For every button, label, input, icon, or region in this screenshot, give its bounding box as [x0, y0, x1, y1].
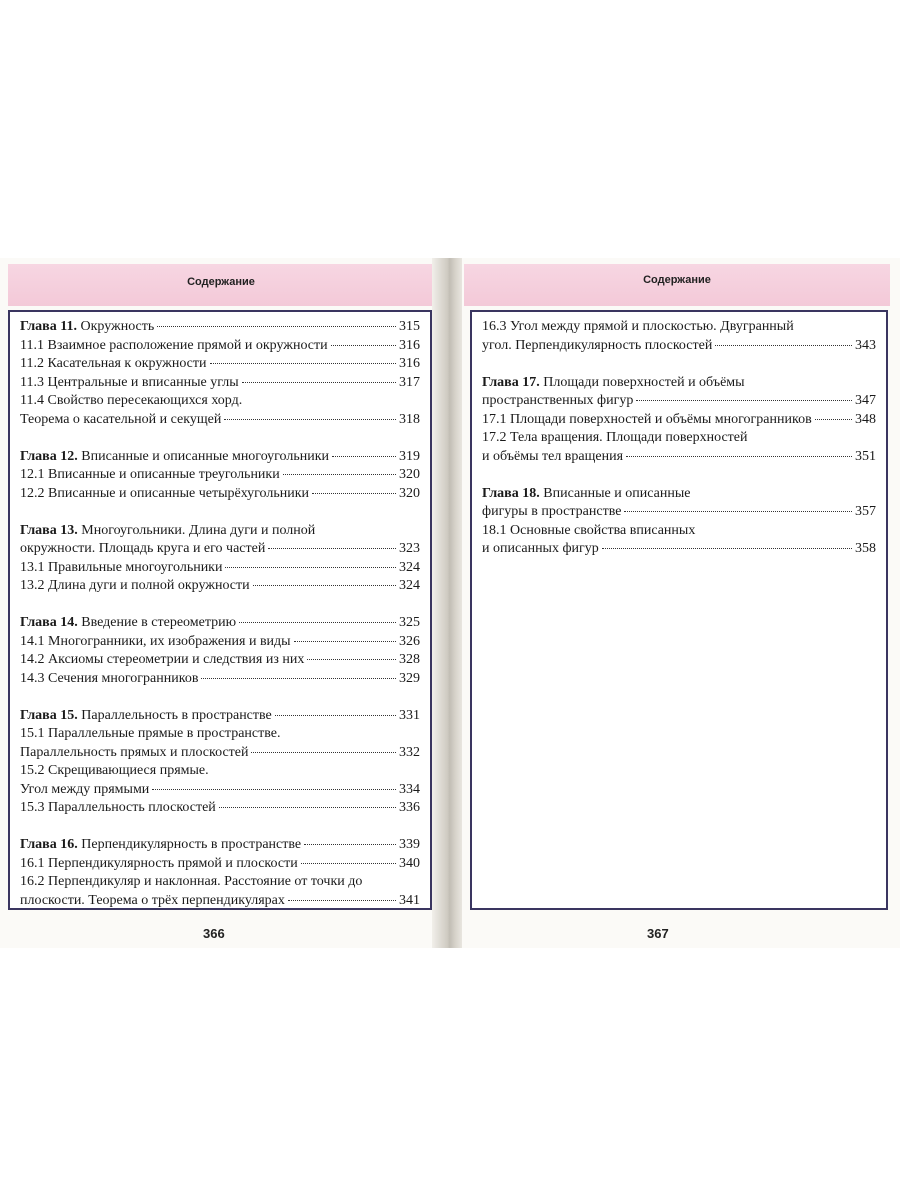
toc-item-line: 17.1 Площади поверхностей и объёмы многогранников: [482, 411, 812, 427]
toc-item-page: 340: [399, 855, 420, 871]
toc-item-text: [20, 781, 149, 800]
toc-item-text: [20, 744, 248, 763]
toc-item: [20, 355, 420, 374]
section-gap: [482, 355, 876, 374]
toc-item-page: 351: [855, 448, 876, 464]
toc-item-text: [20, 855, 298, 874]
toc-item: [20, 744, 420, 763]
toc-item-line: 17.2 Тела вращения. Площади поверхностей: [482, 430, 748, 445]
chapter-heading-leader: [332, 456, 396, 457]
toc-item-line: 12.1 Вписанные и описанные треугольники: [20, 467, 280, 482]
toc-item-line: и объёмы тел вращения: [482, 448, 624, 464]
toc-item: [482, 448, 876, 467]
toc-item-leader: [815, 419, 852, 420]
chapter-heading-leader: [636, 400, 852, 401]
chapter-heading-page: 347: [855, 393, 876, 408]
toc-item-page: 332: [399, 744, 420, 760]
toc-item-text: [20, 374, 239, 393]
chapter-heading-text: [20, 318, 154, 337]
toc-item: [20, 892, 420, 911]
chapter-heading-page: 319: [399, 448, 420, 464]
toc-item-text: [20, 577, 250, 596]
toc-item-text: [20, 892, 285, 911]
chapter-number: Глава 15.: [20, 707, 78, 723]
toc-item-line: 18.1 Основные свойства вписанных: [482, 522, 696, 538]
toc-item-text: [482, 540, 599, 559]
chapter-heading: [482, 485, 876, 504]
toc-item-text: [20, 633, 291, 652]
toc-item-leader: [602, 548, 852, 549]
chapter-number: Глава 14.: [20, 615, 78, 630]
section-gap: [20, 818, 420, 837]
toc-item-leader: [225, 567, 396, 568]
toc-item-page: 324: [399, 559, 420, 575]
toc-item-page: 316: [399, 356, 420, 371]
right-page-number: 367: [647, 926, 669, 941]
toc-item-page: 329: [399, 670, 420, 686]
chapter-number: Глава 16.: [20, 837, 78, 852]
toc-item-page: 316: [399, 337, 420, 353]
chapter-title: Введение в стереометрию: [77, 615, 237, 630]
chapter-heading-text: [20, 707, 272, 726]
toc-item-line: 14.3 Сечения многогранников: [20, 670, 199, 686]
toc-item-page: 324: [399, 578, 420, 593]
chapter-heading-text: [482, 392, 633, 411]
toc-item-leader: [253, 585, 396, 586]
toc-item-leader: [251, 752, 396, 753]
toc-item-page: 334: [399, 781, 420, 797]
chapter-number: Глава 13.: [20, 522, 78, 538]
toc-item: [20, 651, 420, 670]
toc-item-leader: [331, 345, 396, 346]
toc-item: [482, 540, 876, 559]
section-gap: [20, 429, 420, 448]
toc-item-line: 14.1 Многогранники, их изображения и виды: [20, 633, 291, 649]
chapter-heading-leader: [275, 715, 396, 716]
toc-item-leader: [715, 345, 852, 346]
toc-item-leader: [312, 493, 396, 494]
toc-item-leader: [294, 641, 396, 642]
toc-item-leader: [626, 456, 852, 457]
toc-item-line: 15.3 Параллельность плоскостей: [20, 800, 216, 815]
chapter-heading-text: [20, 448, 329, 467]
toc-item-page: 358: [855, 541, 876, 556]
chapter-heading-page: 339: [399, 837, 420, 852]
chapter-title: Параллельность в пространстве: [77, 707, 272, 723]
chapter-heading-page: 323: [399, 541, 420, 556]
toc-item-text: [20, 799, 216, 818]
right-toc-list: [482, 318, 876, 559]
left-header-band: [8, 264, 434, 306]
toc-item: [482, 411, 876, 430]
chapter-title: Перпендикулярность в пространстве: [77, 837, 302, 852]
chapter-title-cont: окружности. Площадь круга и его частей: [20, 541, 266, 556]
toc-item-line: 11.2 Касательная к окружности: [20, 356, 207, 371]
toc-item-text: [20, 559, 222, 578]
toc-item: [20, 559, 420, 578]
toc-item-line: угол. Перпендикулярность плоскостей: [482, 337, 713, 353]
toc-item-line: 15.2 Скрещивающиеся прямые.: [20, 763, 209, 778]
left-toc-box: [8, 310, 432, 910]
toc-item-leader: [301, 863, 396, 864]
chapter-heading: [482, 374, 876, 393]
chapter-heading-page: 325: [399, 615, 420, 630]
toc-item-text: [20, 670, 198, 689]
toc-item-line: 11.3 Центральные и вписанные углы: [20, 374, 239, 390]
toc-item-line: и описанных фигур: [482, 541, 599, 556]
toc-item-text: [20, 337, 328, 356]
toc-item: [20, 799, 420, 818]
toc-item-line: 11.4 Свойство пересекающихся хорд.: [20, 393, 243, 408]
chapter-heading: [20, 448, 420, 467]
chapter-heading-text: [482, 503, 621, 522]
section-gap: [20, 596, 420, 615]
toc-item: [20, 411, 420, 430]
chapter-title: Окружность: [76, 319, 155, 334]
toc-item-text: [20, 411, 221, 430]
chapter-title: Площади поверхностей и объёмы: [539, 374, 745, 390]
left-toc-list: [20, 318, 420, 910]
chapter-heading: [20, 707, 420, 726]
toc-item-leader: [242, 382, 396, 383]
toc-item-page: 328: [399, 652, 420, 667]
chapter-heading: [20, 522, 420, 541]
toc-item-page: 320: [399, 485, 420, 501]
toc-item: [20, 633, 420, 652]
right-page: [462, 258, 900, 948]
toc-item-page: 348: [855, 411, 876, 427]
toc-item: [20, 337, 420, 356]
toc-item-line: Теорема о касательной и секущей: [20, 411, 222, 427]
section-gap: [482, 466, 876, 485]
toc-item-leader: [152, 789, 396, 790]
chapter-title: Многоугольники. Длина дуги и полной: [77, 522, 316, 538]
toc-item-leader: [210, 363, 396, 364]
toc-item-text: [482, 448, 623, 467]
chapter-heading-leader: [624, 511, 852, 512]
toc-item-leader: [219, 807, 396, 808]
chapter-number: Глава 17.: [482, 374, 540, 390]
chapter-title: Вписанные и описанные многоугольники: [77, 448, 330, 464]
toc-item: [482, 337, 876, 356]
chapter-number: Глава 11.: [20, 319, 77, 334]
toc-item-leader: [307, 659, 396, 660]
chapter-number: Глава 18.: [482, 485, 540, 501]
toc-item-line: плоскости. Теорема о трёх перпендикулярах: [20, 892, 285, 908]
toc-item-page: 343: [855, 337, 876, 353]
toc-item-line: 13.2 Длина дуги и полной окружности: [20, 578, 250, 593]
chapter-title-cont: фигуры в пространстве: [482, 504, 622, 519]
toc-item: [20, 855, 420, 874]
chapter-heading-page: 331: [399, 707, 420, 723]
chapter-heading-leader: [157, 326, 396, 327]
right-header-title: Содержание: [643, 274, 711, 286]
right-header-band: [464, 264, 890, 306]
toc-item-line: Параллельность прямых и плоскостей: [20, 744, 249, 760]
book-spread: [0, 258, 900, 948]
chapter-heading-text: [20, 836, 301, 855]
toc-item-line: 14.2 Аксиомы стереометрии и следствия из них: [20, 652, 305, 667]
chapter-heading-leader: [304, 844, 396, 845]
toc-item: [20, 670, 420, 689]
toc-item-text: [20, 485, 309, 504]
chapter-heading: [20, 836, 420, 855]
toc-item: [20, 466, 420, 485]
toc-item-text: [20, 466, 280, 485]
toc-item-leader: [224, 419, 396, 420]
toc-item-line: 11.1 Взаимное расположение прямой и окружности: [20, 337, 328, 353]
toc-item: [20, 374, 420, 393]
toc-item-leader: [201, 678, 396, 679]
chapter-heading-leader: [239, 622, 396, 623]
chapter-title: Вписанные и описанные: [539, 485, 691, 501]
section-gap: [20, 503, 420, 522]
toc-item-page: 317: [399, 374, 420, 390]
toc-item-leader: [288, 900, 396, 901]
toc-item-text: [482, 411, 812, 430]
toc-item-page: 318: [399, 411, 420, 427]
toc-item-line: 15.1 Параллельные прямые в пространстве.: [20, 726, 281, 741]
chapter-heading-text: [20, 540, 265, 559]
toc-item-line: 16.3 Угол между прямой и плоскостью. Двугранный: [482, 319, 794, 334]
chapter-heading-page: 357: [855, 504, 876, 519]
toc-item-text: [482, 337, 712, 356]
chapter-heading-leader: [268, 548, 396, 549]
chapter-title-cont: пространственных фигур: [482, 393, 634, 408]
toc-item-line: 12.2 Вписанные и описанные четырёхугольники: [20, 485, 310, 501]
book-gutter: [432, 258, 466, 948]
toc-item-line: 16.2 Перпендикуляр и наклонная. Расстояние от точки до: [20, 874, 363, 889]
toc-item-text: [20, 651, 304, 670]
section-gap: [20, 688, 420, 707]
left-page: [0, 258, 436, 948]
toc-item-page: 326: [399, 633, 420, 649]
chapter-heading: [20, 318, 420, 337]
toc-item-leader: [283, 474, 396, 475]
chapter-heading-page: 315: [399, 319, 420, 334]
left-header-title: Содержание: [187, 276, 255, 288]
toc-item-page: 336: [399, 800, 420, 815]
chapter-heading: [20, 614, 420, 633]
toc-item-text: [20, 355, 207, 374]
chapter-heading: [482, 503, 876, 522]
toc-item-page: 320: [399, 467, 420, 482]
toc-item-line: Угол между прямыми: [20, 781, 150, 797]
chapter-heading: [482, 392, 876, 411]
toc-item-line: 13.1 Правильные многоугольники: [20, 559, 223, 575]
toc-item-line: 16.1 Перпендикулярность прямой и плоскости: [20, 855, 298, 871]
chapter-number: Глава 12.: [20, 448, 78, 464]
chapter-heading: [20, 540, 420, 559]
left-page-number: 366: [203, 926, 225, 941]
chapter-heading-text: [20, 614, 236, 633]
toc-item: [20, 781, 420, 800]
toc-item: [20, 485, 420, 504]
toc-item: [20, 577, 420, 596]
right-toc-box: [470, 310, 888, 910]
toc-item-page: 341: [399, 892, 420, 908]
